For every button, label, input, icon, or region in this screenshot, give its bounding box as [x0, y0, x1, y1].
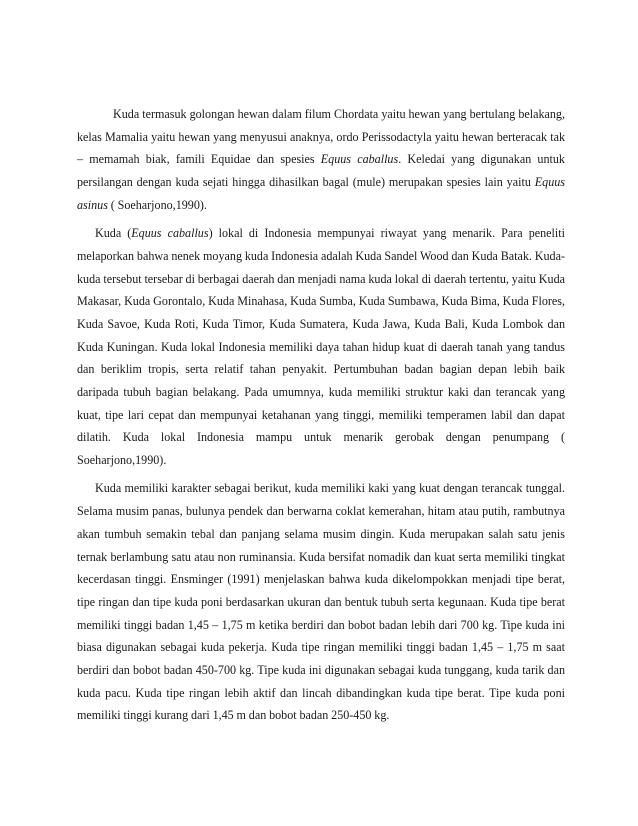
species-name: Equus caballus — [320, 152, 399, 167]
text-segment: Kuda termasuk golongan hewan dalam filum Chordata yaitu hewan yang bertulang belakang, kelas Mamalia yaitu hewan yang menyusui anaknya, ordo Perissodactyla yaitu hewan berteracak tak – memamah biak, famili Equidae dan spesies — [77, 107, 565, 167]
species-name: Equus caballus — [131, 226, 209, 241]
text-segment: . Keledai yang digunakan untuk persilangan dengan kuda sejati hingga dihasilkan bagal (mule) merupakan spesies lain yaitu — [77, 152, 565, 190]
species-name: Equus asinus — [77, 175, 565, 212]
paragraph-3 — [77, 477, 565, 727]
document-body — [77, 103, 565, 733]
text-segment: ) lokal di Indonesia mempunyai riwayat yang menarik. Para peneliti melaporkan bahwa nenek moyang kuda Indonesia adalah Kuda Sandel Wood dan Kuda Batak. Kuda-kuda tersebut tersebar di berbagai daerah dan menjadi nama kuda lokal di daerah tertentu, yaitu Kuda Makasar, Kuda Gorontalo, Kuda Minahasa, Kuda Sumba, Kuda Sumbawa, Kuda Bima, Kuda Flores, Kuda Savoe, Kuda Roti, Kuda Timor, Kuda Sumatera, Kuda Jawa, Kuda Bali, Kuda Lombok dan Kuda Kuningan. Kuda lokal Indonesia memiliki daya tahan hidup kuat di daerah tanah yang tandus dan beriklim tropis, serta relatif tahan penyakit. Pertumbuhan badan bagian depan lebih baik daripada tubuh bagian belakang. Pada umumnya, kuda memiliki struktur kaki dan terancak yang kuat, tipe lari cepat dan mempunyai ketahanan yang tinggi, memiliki temperamen labil dan dapat dilatih. Kuda lokal Indonesia mampu untuk menarik gerobak dengan penumpang ( Soeharjono,1990). — [77, 226, 565, 468]
paragraph-2 — [77, 222, 565, 472]
text-segment: ( Soeharjono,1990). — [107, 197, 207, 212]
text-segment: Kuda memiliki karakter sebagai berikut, kuda memiliki kaki yang kuat dengan terancak tunggal. Selama musim panas, bulunya pendek dan berwarna coklat kemerahan, hitam atau putih, rambutnya akan tumbuh semakin tebal dan panjang selama musim dingin. Kuda merupakan salah satu jenis ternak berlambung satu atau non ruminansia. Kuda bersifat nomadik dan kuat serta memiliki tingkat kecerdasan tinggi. Ensminger (1991) menjelaskan bahwa kuda dikelompokkan menjadi tipe berat, tipe ringan dan tipe kuda poni berdasarkan ukuran dan bentuk tubuh serta kegunaan. Kuda tipe berat memiliki tinggi badan 1,45 – 1,75 m ketika berdiri dan bobot badan lebih dari 700 kg. Tipe kuda ini biasa digunakan sebagai kuda pekerja. Kuda tipe ringan memiliki tinggi badan 1,45 – 1,75 m saat berdiri dan bobot badan 450-700 kg. Tipe kuda ini digunakan sebagai kuda tunggang, kuda tarik dan kuda pacu. Kuda tipe ringan lebih aktif dan lincah dibandingkan kuda tipe berat. Tipe kuda poni memiliki tinggi kurang dari 1,45 m dan bobot badan 250-450 kg. — [77, 481, 565, 723]
paragraph-1 — [77, 103, 565, 217]
text-segment: Kuda ( — [95, 226, 132, 241]
